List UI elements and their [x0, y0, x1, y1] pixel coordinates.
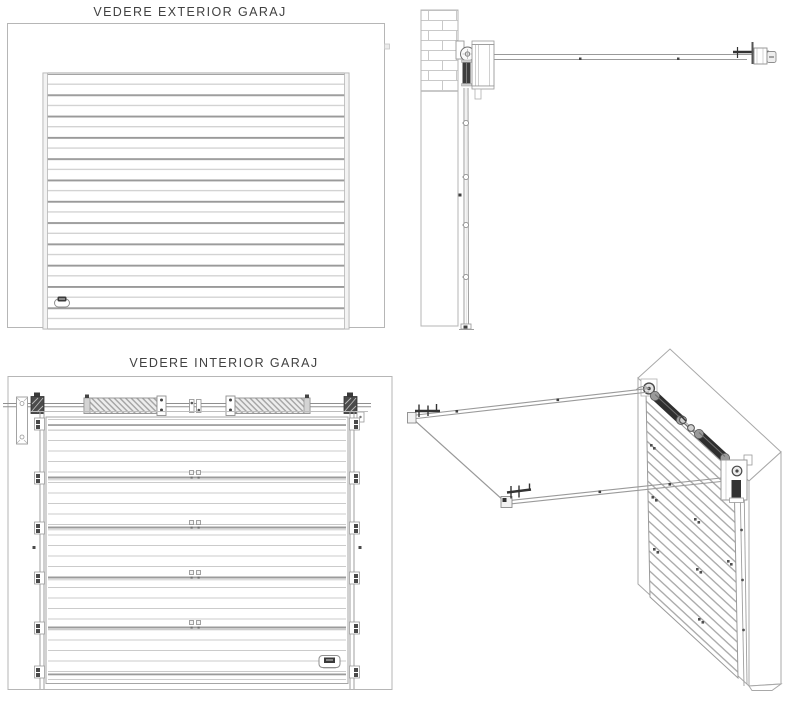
interior-handle-icon — [319, 656, 340, 669]
exterior-door-panel — [43, 73, 349, 329]
torsion-shaft — [3, 404, 371, 407]
right-cable-drum — [344, 393, 357, 414]
shaft-coupler — [190, 400, 202, 413]
iso-track-strut — [411, 417, 506, 503]
track-roller — [462, 174, 469, 179]
iso-lower-track-end-bracket — [501, 484, 531, 508]
left-cable-drum — [31, 393, 44, 414]
brick-hatch — [422, 11, 458, 92]
right-stile — [345, 73, 350, 329]
horizontal-rail — [494, 55, 752, 61]
right-torsion-spring — [226, 395, 310, 416]
exterior-view-title: VEDERE EXTERIOR GARAJ — [93, 5, 287, 19]
isometric-view — [408, 349, 782, 691]
track-foot — [459, 324, 474, 330]
track-roller — [462, 222, 469, 227]
track-roller — [462, 120, 469, 125]
side-section-view — [421, 10, 776, 330]
left-torsion-spring — [84, 395, 166, 416]
iso-upper-track-end-bracket — [408, 404, 441, 423]
spring-mechanism — [456, 41, 494, 99]
left-bearing-plate — [17, 397, 28, 444]
rail-end-bracket — [733, 42, 776, 64]
frame-marker — [385, 44, 390, 49]
exterior-view — [8, 24, 390, 330]
interior-view — [3, 377, 392, 690]
interior-view-title: VEDERE INTERIOR GARAJ — [129, 356, 319, 370]
vertical-track — [459, 88, 475, 330]
iso-spring-mechanism — [721, 455, 752, 503]
left-stile — [43, 73, 48, 329]
iso-upper-track — [412, 387, 649, 419]
track-roller — [462, 274, 469, 279]
interior-door-panel — [40, 411, 354, 689]
